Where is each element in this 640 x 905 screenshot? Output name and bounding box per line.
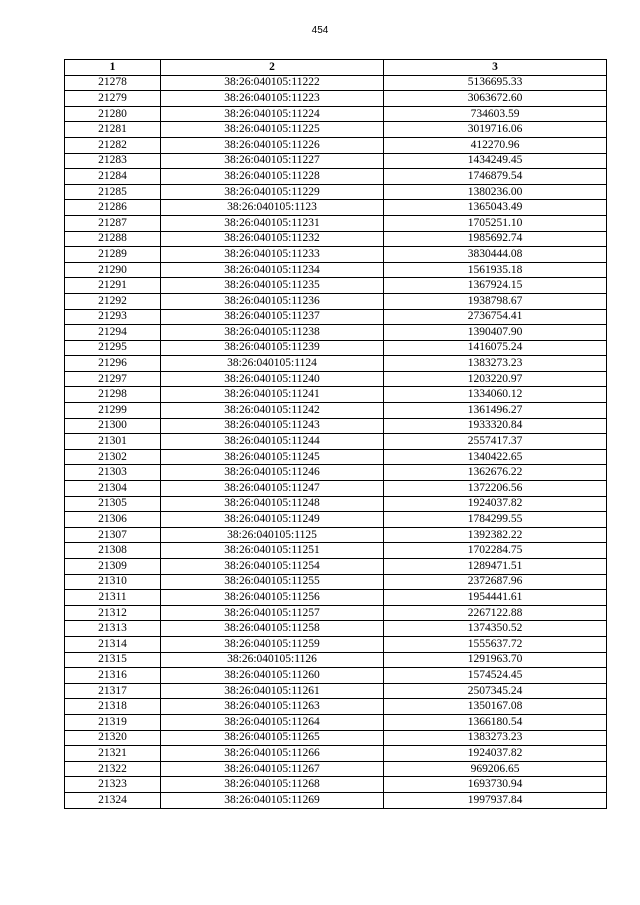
cadastral-number-cell: 38:26:040105:11238 (161, 325, 384, 341)
row-number-cell: 21289 (65, 247, 161, 263)
table-row (65, 262, 607, 278)
value-cell: 1555637.72 (384, 636, 607, 652)
value-cell: 734603.59 (384, 106, 607, 122)
table-row (65, 309, 607, 325)
cadastral-number-cell: 38:26:040105:11229 (161, 184, 384, 200)
row-number-cell: 21304 (65, 481, 161, 497)
row-number-cell: 21317 (65, 683, 161, 699)
table-row (65, 605, 607, 621)
cadastral-number-cell: 38:26:040105:11231 (161, 215, 384, 231)
cadastral-number-cell: 38:26:040105:11223 (161, 91, 384, 107)
value-cell: 1985692.74 (384, 231, 607, 247)
table-row (65, 325, 607, 341)
row-number-cell: 21309 (65, 559, 161, 575)
row-number-cell: 21322 (65, 761, 161, 777)
value-cell: 1374350.52 (384, 621, 607, 637)
row-number-cell: 21313 (65, 621, 161, 637)
row-number-cell: 21318 (65, 699, 161, 715)
table-row (65, 449, 607, 465)
row-number-cell: 21293 (65, 309, 161, 325)
cadastral-number-cell: 38:26:040105:11263 (161, 699, 384, 715)
row-number-cell: 21291 (65, 278, 161, 294)
value-cell: 2736754.41 (384, 309, 607, 325)
table-row (65, 231, 607, 247)
row-number-cell: 21308 (65, 543, 161, 559)
table-row (65, 122, 607, 138)
cadastral-number-cell: 38:26:040105:11266 (161, 746, 384, 762)
cadastral-number-cell: 38:26:040105:11248 (161, 496, 384, 512)
cadastral-number-cell: 38:26:040105:1126 (161, 652, 384, 668)
cadastral-number-cell: 38:26:040105:11254 (161, 559, 384, 575)
table-row (65, 153, 607, 169)
cadastral-number-cell: 38:26:040105:11264 (161, 714, 384, 730)
cadastral-number-cell: 38:26:040105:11222 (161, 75, 384, 91)
table-row (65, 434, 607, 450)
column-header-3: 3 (384, 60, 607, 76)
table-header-row (65, 60, 607, 76)
value-cell: 1938798.67 (384, 293, 607, 309)
value-cell: 1574524.45 (384, 668, 607, 684)
value-cell: 1340422.65 (384, 449, 607, 465)
value-cell: 1365043.49 (384, 200, 607, 216)
table-row (65, 590, 607, 606)
value-cell: 1390407.90 (384, 325, 607, 341)
value-cell: 1705251.10 (384, 215, 607, 231)
table-row (65, 699, 607, 715)
cadastral-number-cell: 38:26:040105:11259 (161, 636, 384, 652)
table-row (65, 91, 607, 107)
table-row (65, 668, 607, 684)
value-cell: 5136695.33 (384, 75, 607, 91)
value-cell: 1334060.12 (384, 387, 607, 403)
row-number-cell: 21279 (65, 91, 161, 107)
table-row (65, 621, 607, 637)
row-number-cell: 21286 (65, 200, 161, 216)
value-cell: 1434249.45 (384, 153, 607, 169)
table-row (65, 730, 607, 746)
table-row (65, 636, 607, 652)
value-cell: 1784299.55 (384, 512, 607, 528)
table-row (65, 169, 607, 185)
row-number-cell: 21298 (65, 387, 161, 403)
table-row (65, 137, 607, 153)
value-cell: 1954441.61 (384, 590, 607, 606)
value-cell: 1924037.82 (384, 746, 607, 762)
table-row (65, 761, 607, 777)
row-number-cell: 21303 (65, 465, 161, 481)
row-number-cell: 21278 (65, 75, 161, 91)
table-row (65, 293, 607, 309)
row-number-cell: 21285 (65, 184, 161, 200)
row-number-cell: 21305 (65, 496, 161, 512)
table-row (65, 574, 607, 590)
value-cell: 1350167.08 (384, 699, 607, 715)
cadastral-number-cell: 38:26:040105:11235 (161, 278, 384, 294)
row-number-cell: 21294 (65, 325, 161, 341)
table-row (65, 683, 607, 699)
table-row (65, 403, 607, 419)
table-row (65, 777, 607, 793)
page-number: 454 (311, 25, 329, 36)
row-number-cell: 21295 (65, 340, 161, 356)
row-number-cell: 21306 (65, 512, 161, 528)
cadastral-number-cell: 38:26:040105:11241 (161, 387, 384, 403)
table-row (65, 75, 607, 91)
table-row (65, 356, 607, 372)
value-cell: 1289471.51 (384, 559, 607, 575)
value-cell: 1702284.75 (384, 543, 607, 559)
table-row (65, 543, 607, 559)
column-header-1: 1 (65, 60, 161, 76)
row-number-cell: 21296 (65, 356, 161, 372)
cadastral-number-cell: 38:26:040105:11242 (161, 403, 384, 419)
table-row (65, 200, 607, 216)
value-cell: 1291963.70 (384, 652, 607, 668)
table-row (65, 106, 607, 122)
cadastral-number-cell: 38:26:040105:11236 (161, 293, 384, 309)
value-cell: 1416075.24 (384, 340, 607, 356)
row-number-cell: 21288 (65, 231, 161, 247)
value-cell: 2267122.88 (384, 605, 607, 621)
row-number-cell: 21282 (65, 137, 161, 153)
value-cell: 969206.65 (384, 761, 607, 777)
row-number-cell: 21324 (65, 792, 161, 808)
cadastral-number-cell: 38:26:040105:1123 (161, 200, 384, 216)
cadastral-number-cell: 38:26:040105:11228 (161, 169, 384, 185)
cadastral-number-cell: 38:26:040105:11256 (161, 590, 384, 606)
row-number-cell: 21292 (65, 293, 161, 309)
cadastral-number-cell: 38:26:040105:11226 (161, 137, 384, 153)
value-cell: 1746879.54 (384, 169, 607, 185)
cadastral-number-cell: 38:26:040105:11267 (161, 761, 384, 777)
row-number-cell: 21310 (65, 574, 161, 590)
cadastral-number-cell: 38:26:040105:11257 (161, 605, 384, 621)
cadastral-number-cell: 38:26:040105:11247 (161, 481, 384, 497)
value-cell: 1367924.15 (384, 278, 607, 294)
cadastral-number-cell: 38:26:040105:11246 (161, 465, 384, 481)
value-cell: 3019716.06 (384, 122, 607, 138)
cadastral-number-cell: 38:26:040105:11260 (161, 668, 384, 684)
cadastral-number-cell: 38:26:040105:11232 (161, 231, 384, 247)
cadastral-number-cell: 38:26:040105:11251 (161, 543, 384, 559)
cadastral-number-cell: 38:26:040105:11243 (161, 418, 384, 434)
value-cell: 1361496.27 (384, 403, 607, 419)
row-number-cell: 21320 (65, 730, 161, 746)
cadastral-number-cell: 38:26:040105:1124 (161, 356, 384, 372)
row-number-cell: 21323 (65, 777, 161, 793)
value-cell: 1372206.56 (384, 481, 607, 497)
value-cell: 3830444.08 (384, 247, 607, 263)
table-row (65, 247, 607, 263)
row-number-cell: 21281 (65, 122, 161, 138)
row-number-cell: 21301 (65, 434, 161, 450)
row-number-cell: 21284 (65, 169, 161, 185)
value-cell: 1383273.23 (384, 730, 607, 746)
column-header-2: 2 (161, 60, 384, 76)
table-row (65, 481, 607, 497)
table-row (65, 746, 607, 762)
cadastral-number-cell: 38:26:040105:11240 (161, 371, 384, 387)
cadastral-number-cell: 38:26:040105:1125 (161, 527, 384, 543)
cadastral-number-cell: 38:26:040105:11234 (161, 262, 384, 278)
table-row (65, 465, 607, 481)
value-cell: 1392382.22 (384, 527, 607, 543)
row-number-cell: 21315 (65, 652, 161, 668)
row-number-cell: 21314 (65, 636, 161, 652)
row-number-cell: 21316 (65, 668, 161, 684)
value-cell: 1933320.84 (384, 418, 607, 434)
row-number-cell: 21297 (65, 371, 161, 387)
value-cell: 1203220.97 (384, 371, 607, 387)
table-row (65, 527, 607, 543)
cadastral-number-cell: 38:26:040105:11244 (161, 434, 384, 450)
cadastral-number-cell: 38:26:040105:11237 (161, 309, 384, 325)
cadastral-number-cell: 38:26:040105:11265 (161, 730, 384, 746)
value-cell: 2507345.24 (384, 683, 607, 699)
row-number-cell: 21319 (65, 714, 161, 730)
value-cell: 3063672.60 (384, 91, 607, 107)
table-row (65, 184, 607, 200)
value-cell: 1561935.18 (384, 262, 607, 278)
value-cell: 1693730.94 (384, 777, 607, 793)
cadastral-number-cell: 38:26:040105:11261 (161, 683, 384, 699)
row-number-cell: 21287 (65, 215, 161, 231)
table-row (65, 340, 607, 356)
value-cell: 412270.96 (384, 137, 607, 153)
cadastral-number-cell: 38:26:040105:11224 (161, 106, 384, 122)
row-number-cell: 21311 (65, 590, 161, 606)
data-table (64, 59, 607, 809)
table-row (65, 278, 607, 294)
cadastral-number-cell: 38:26:040105:11245 (161, 449, 384, 465)
value-cell: 2372687.96 (384, 574, 607, 590)
table-row (65, 387, 607, 403)
row-number-cell: 21307 (65, 527, 161, 543)
row-number-cell: 21280 (65, 106, 161, 122)
table-row (65, 496, 607, 512)
cadastral-number-cell: 38:26:040105:11258 (161, 621, 384, 637)
row-number-cell: 21290 (65, 262, 161, 278)
row-number-cell: 21300 (65, 418, 161, 434)
cadastral-number-cell: 38:26:040105:11239 (161, 340, 384, 356)
table-body (65, 75, 607, 808)
row-number-cell: 21321 (65, 746, 161, 762)
value-cell: 1924037.82 (384, 496, 607, 512)
value-cell: 1366180.54 (384, 714, 607, 730)
cadastral-number-cell: 38:26:040105:11269 (161, 792, 384, 808)
value-cell: 1362676.22 (384, 465, 607, 481)
table-row (65, 215, 607, 231)
row-number-cell: 21299 (65, 403, 161, 419)
row-number-cell: 21312 (65, 605, 161, 621)
value-cell: 1997937.84 (384, 792, 607, 808)
cadastral-number-cell: 38:26:040105:11227 (161, 153, 384, 169)
table-row (65, 559, 607, 575)
cadastral-number-cell: 38:26:040105:11255 (161, 574, 384, 590)
table-row (65, 418, 607, 434)
cadastral-number-cell: 38:26:040105:11233 (161, 247, 384, 263)
value-cell: 2557417.37 (384, 434, 607, 450)
row-number-cell: 21283 (65, 153, 161, 169)
cadastral-number-cell: 38:26:040105:11268 (161, 777, 384, 793)
row-number-cell: 21302 (65, 449, 161, 465)
value-cell: 1383273.23 (384, 356, 607, 372)
value-cell: 1380236.00 (384, 184, 607, 200)
table-row (65, 652, 607, 668)
table-row (65, 371, 607, 387)
cadastral-number-cell: 38:26:040105:11225 (161, 122, 384, 138)
table-row (65, 512, 607, 528)
table-row (65, 714, 607, 730)
cadastral-number-cell: 38:26:040105:11249 (161, 512, 384, 528)
table-row (65, 792, 607, 808)
